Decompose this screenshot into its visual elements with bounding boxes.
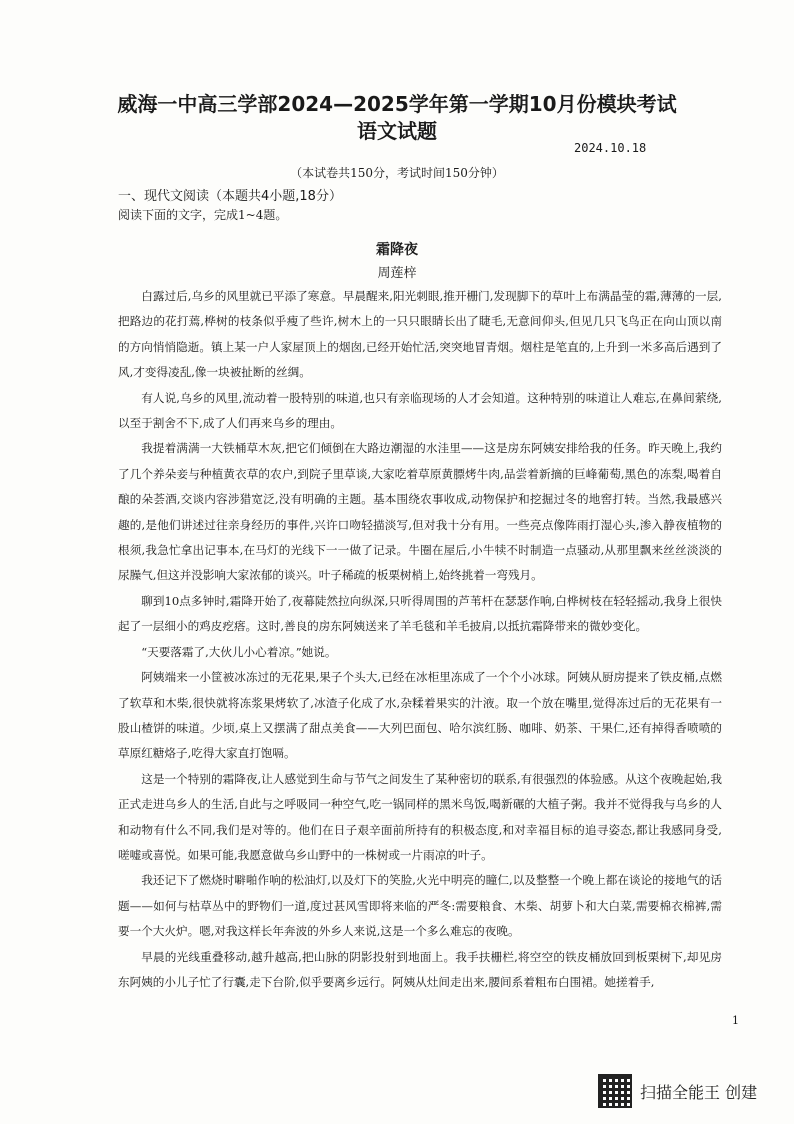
page-number: 1 bbox=[732, 1014, 739, 1027]
exam-title: 威海一中高三学部2024—2025学年第一学期10月份模块考试 bbox=[117, 92, 677, 116]
article-paragraph: 白露过后,乌乡的风里就已平添了寒意。早晨醒来,阳光刺眼,推开栅门,发现脚下的草叶上布满晶莹的霜,薄薄的一层,把路边的花打蔫,桦树的枝条似乎瘦了些许,树木上的一只只眼睛长出了睫毛,无意间仰头,但见几只飞鸟正在向山顶以南的方向悄悄隐逝。镇上某一户人家屋顶上的烟囱,已经开始忙活,突突地冒青烟。烟柱是笔直的,上升到一米多高后遇到了风,才变得凌乱,像一块被扯断的丝绸。 bbox=[118, 289, 722, 380]
article-author: 周莲梓 bbox=[377, 266, 417, 281]
article-title: 霜降夜 bbox=[376, 242, 418, 258]
article-paragraph: 这是一个特别的霜降夜,让人感觉到生命与节气之间发生了某种密切的联系,有很强烈的体验感。从这个夜晚起始,我正式走进乌乡人的生活,自此与之呼吸同一种空气,吃一锅同样的黑米鸟饭,喝新碾的大植子粥。我并不觉得我与乌乡的人和动物有什么不同,我们是对等的。他们在日子艰辛面前所持有的积极态度,和对幸福目标的追寻姿态,都让我感同身受,嗟嘘或喜悦。如果可能,我愿意做乌乡山野中的一株树或一片雨凉的叶子。 bbox=[118, 771, 722, 862]
qr-code-icon bbox=[598, 1074, 632, 1108]
exam-subtitle: 语文试题 bbox=[357, 119, 437, 143]
exam-info: （本试卷共150分，考试时间150分钟） bbox=[290, 166, 504, 180]
article-paragraph: 阿姨端来一小筐被冰冻过的无花果,果子个头大,已经在冰柜里冻成了一个个小冰球。阿姨从厨房提来了铁皮桶,点燃了软草和木柴,很快就将冻浆果烤软了,冰渣子化成了水,杂糅着果实的汁液。取一个放在嘴里,觉得冻过后的无花果有一股山楂饼的味道。少顷,桌上又摆满了甜点美食——大列巴面包、哈尔滨红肠、咖啡、奶茶、干果仁,还有掉得香喷喷的草原红糖烙子,吃得大家直打饱嗝。 bbox=[118, 670, 722, 761]
section-heading: 一、现代文阅读（本题共4小题,18分） bbox=[118, 189, 342, 204]
section-instruction: 阅读下面的文字，完成1~4题。 bbox=[118, 208, 288, 222]
article-body bbox=[118, 284, 722, 995]
article-paragraph: “天要落霜了,大伙儿小心着凉。”她说。 bbox=[141, 644, 337, 659]
article-paragraph: 我提着满满一大铁桶草木灰,把它们倾倒在大路边潮湿的水洼里——这是房东阿姨安排给我的任务。昨天晚上,我约了几个养朵妾与种植黄衣草的农户,到院子里草谈,大家吃着草原黄膘烤牛肉,品尝着新摘的巨峰葡萄,黑色的冻梨,喝着自酿的朵荟酒,交谈内容涉猎宽泛,没有明确的主题。基本围绕农事收成,动物保护和挖掘过冬的地窖打转。当然,我最感兴趣的,是他们讲述过往亲身经历的事件,兴许口吻轻描淡写,但对我十分有用。一些亮点像阵雨打湿心头,渗入静夜植物的根须,我急忙拿出记事本,在马灯的光线下一一做了记录。牛圈在屋后,小牛犊不时制造一点骚动,从那里飘来丝丝淡淡的尿臊气,但这并没影响大家浓郁的谈兴。叶子稀疏的板栗树梢上,始终挑着一弯残月。 bbox=[118, 441, 722, 583]
article-paragraph: 有人说,乌乡的风里,流动着一股特别的味道,也只有亲临现场的人才会知道。这种特别的味道让人难忘,在鼻间萦绕,以至于割舍不下,成了人们再来乌乡的理由。 bbox=[118, 390, 722, 431]
exam-date: 2024.10.18 bbox=[574, 141, 647, 155]
article-paragraph: 聊到10点多钟时,霜降开始了,夜幕陡然拉向纵深,只听得周围的芦苇杆在瑟瑟作响,白桦树枝在轻轻摇动,我身上很快起了一层细小的鸡皮疙瘩。这时,善良的房东阿姨送来了羊毛毯和羊毛披肩,以抵抗霜降带来的微妙变化。 bbox=[118, 593, 722, 634]
scanner-watermark bbox=[598, 1074, 757, 1108]
article-paragraph: 我还记下了燃烧时噼啪作响的松油灯,以及灯下的笑脸,火光中明亮的瞳仁,以及整整一个晚上都在谈论的接地气的话题——如何与枯草丛中的野物们一道,度过甚风雪即将来临的严冬:需要粮食、木柴、胡萝卜和大白菜,需要棉衣棉裤,需要一个大火炉。嗯,对我这样长年奔波的外乡人来说,这是一个多么难忘的夜晚。 bbox=[118, 873, 722, 939]
article-paragraph: 早晨的光线重叠移动,越升越高,把山脉的阴影投射到地面上。我手扶栅栏,将空空的铁皮桶放回到板栗树下,却见房东阿姨的小儿子忙了行囊,走下台阶,似乎要离乡远行。阿姨从灶间走出来,腰间系着粗布白围裙。她搓着手, bbox=[118, 949, 722, 989]
watermark-text: 扫描全能王 创建 bbox=[640, 1082, 758, 1102]
